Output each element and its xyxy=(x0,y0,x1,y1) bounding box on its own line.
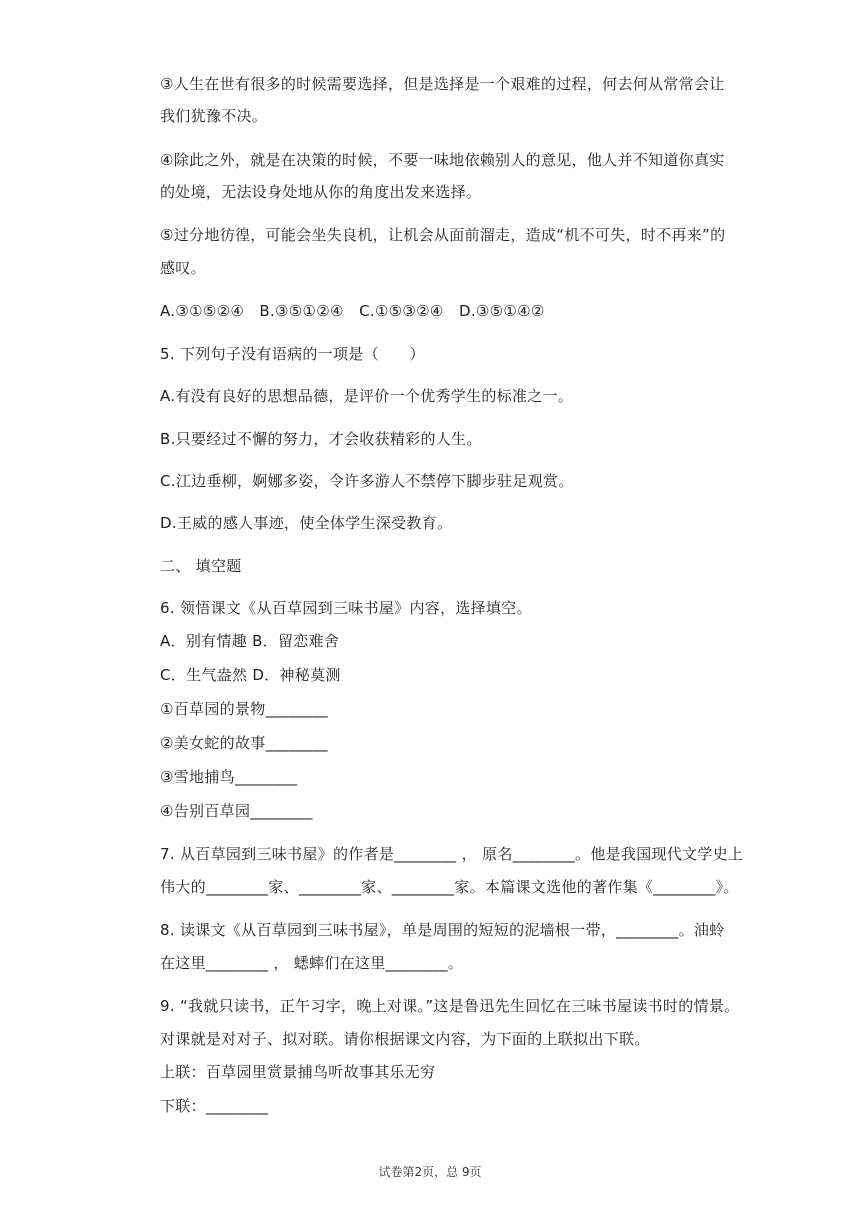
q9-upper-couplet: 上联：百草园里赏景捕鸟听故事其乐无穷 xyxy=(160,1063,436,1081)
page-footer: 试卷第2页，总 9页 xyxy=(378,1165,482,1179)
q6-item-2: ②美女蛇的故事________ xyxy=(160,734,328,752)
q6-choices-cd: C．生气盎然 D．神秘莫测 xyxy=(160,666,341,684)
q8-line-1: 8. 读课文《从百草园到三味书屋》，单是周围的短短的泥墙根一带，________。油蛉 xyxy=(160,921,725,939)
q7-line-2: 伟大的________家、________家、________家。本篇课文选他的著作集《________》。 xyxy=(160,878,739,896)
q9-lower-couplet: 下联：________ xyxy=(160,1097,269,1115)
q9-line-1: 9. “我就只读书，正午习字，晚上对课。”这是鲁迅先生回忆在三味书屋读书时的情景。 xyxy=(160,997,740,1015)
q6-choices-ab: A．别有情趣 B．留恋难舍 xyxy=(160,632,340,650)
q6-stem: 6. 领悟课文《从百草园到三味书屋》内容，选择填空。 xyxy=(160,599,532,617)
q6-item-3: ③雪地捕鸟________ xyxy=(160,768,298,786)
q5-stem: 5. 下列句子没有语病的一项是（ ） xyxy=(160,345,425,363)
q4-sentence-3-line-1: ③人生在世有很多的时候需要选择，但是选择是一个艰难的过程，何去何从常常会让 xyxy=(160,75,725,93)
q4-sentence-3-line-2: 我们犹豫不决。 xyxy=(160,107,268,125)
q4-sentence-4-line-2: 的处境，无法设身处地从你的角度出发来选择。 xyxy=(160,183,482,201)
q5-option-d: D.王威的感人事迹，使全体学生深受教育。 xyxy=(160,514,453,532)
q9-line-2: 对课就是对对子、拟对联。请你根据课文内容，为下面的上联拟出下联。 xyxy=(160,1030,650,1048)
q7-line-1: 7. 从百草园到三味书屋》的作者是________ ， 原名________。他是我国现代文学史上 xyxy=(160,845,744,863)
q8-line-2: 在这里________ ， 蟋蟀们在这里________。 xyxy=(160,954,464,972)
q4-sentence-4-line-1: ④除此之外，就是在决策的时候，不要一味地依赖别人的意见，他人并不知道你真实 xyxy=(160,151,725,169)
section-heading-fill-blank: 二、 填空题 xyxy=(160,557,242,575)
q6-item-1: ①百草园的景物________ xyxy=(160,700,328,718)
q5-option-a: A.有没有良好的思想品德，是评价一个优秀学生的标准之一。 xyxy=(160,387,574,405)
q5-option-c: C.江边垂柳，婀娜多姿，令许多游人不禁停下脚步驻足观赏。 xyxy=(160,472,574,490)
q4-sentence-5-line-2: 感叹。 xyxy=(160,259,206,277)
q4-options: A.③①⑤②④ B.③⑤①②④ C.①⑤③②④ D.③⑤①④② xyxy=(160,302,545,320)
q6-item-4: ④告别百草园________ xyxy=(160,802,313,820)
q5-option-b: B.只要经过不懈的努力，才会收获精彩的人生。 xyxy=(160,430,482,448)
q4-sentence-5-line-1: ⑤过分地彷徨，可能会坐失良机，让机会从面前溜走，造成“机不可失，时不再来”的 xyxy=(160,226,726,244)
